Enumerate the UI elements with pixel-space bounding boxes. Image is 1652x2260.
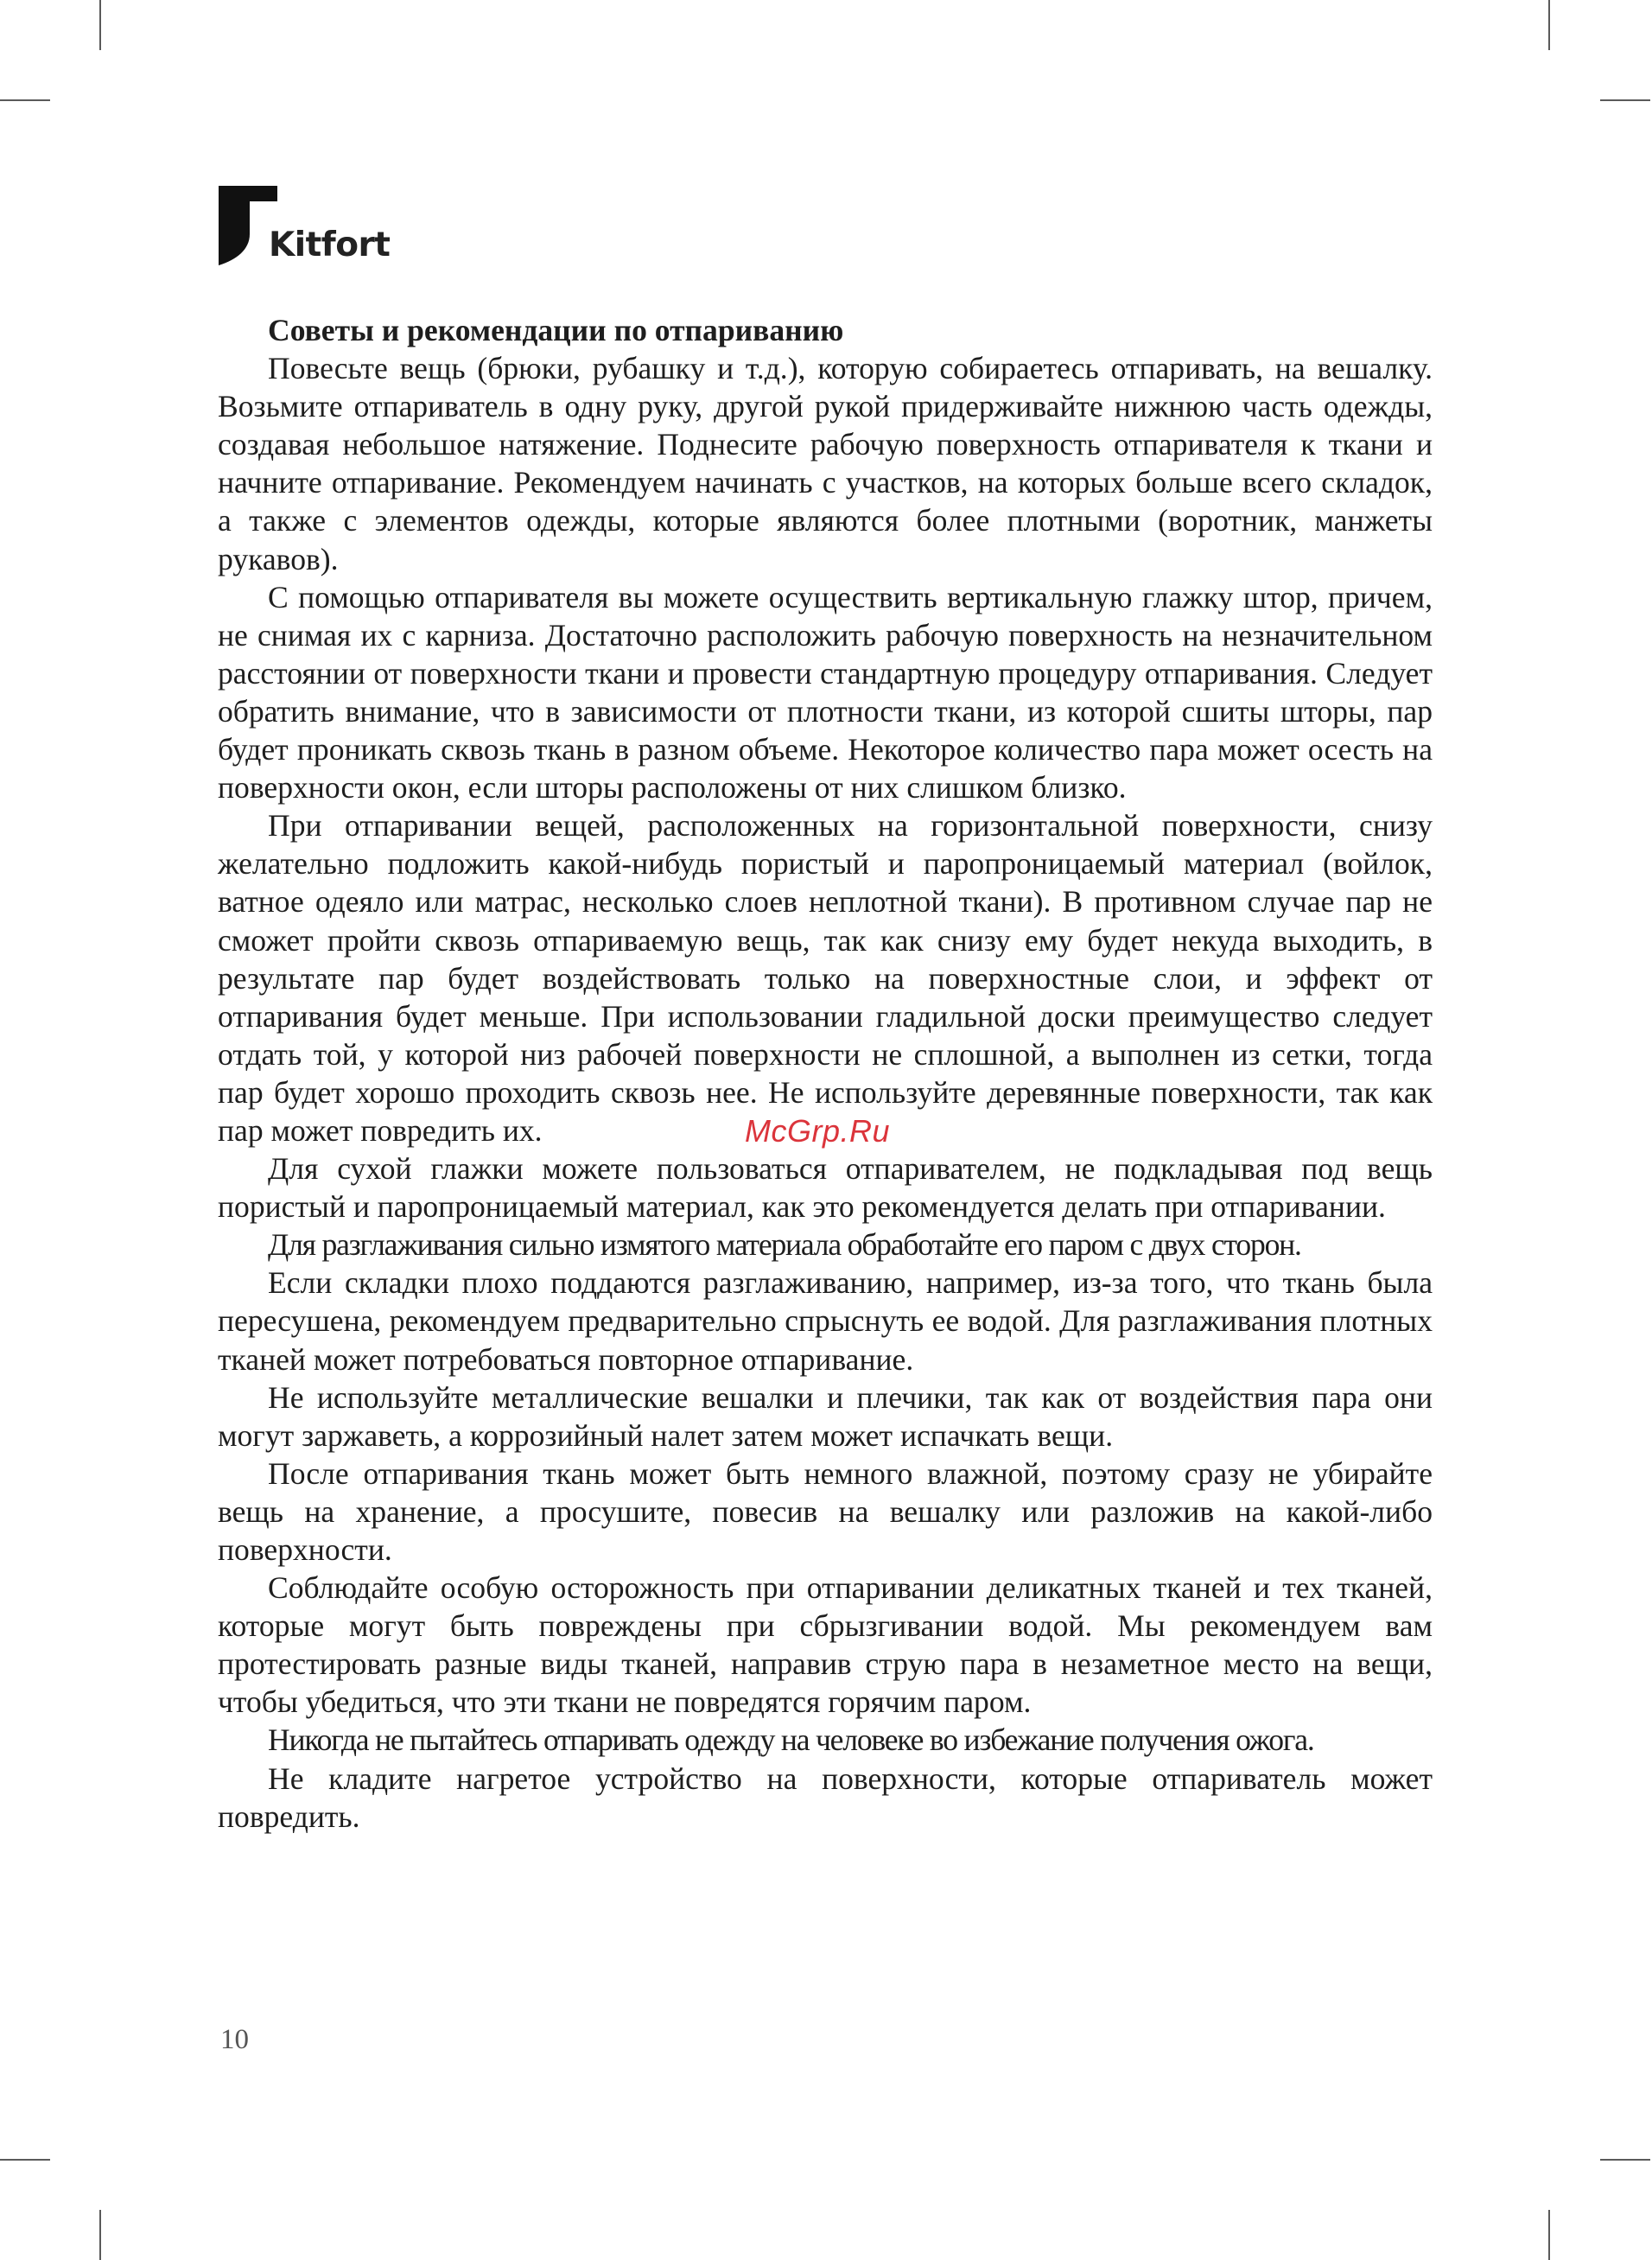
paragraph: С помощью отпаривателя вы можете осуществить вертикальную глажку штор, причем, не снимая их с карниза. Достаточно расположить рабочую поверхность на незначительном расстоянии от поверхности ткани и провести стандартную процедуру отпаривания. Следует обратить внимание, что в зависимости от плотности ткани, из которой сшиты шторы, пар будет проникать сквозь ткань в разном объеме. Некоторое количество пара может осесть на поверхности окон, если шторы расположены от них слишком близко.	[218, 579, 1433, 805]
paragraph: Повесьте вещь (брюки, рубашку и т.д.), которую собираетесь отпаривать, на вешалку. Возьмите отпариватель в одну руку, другой рукой придерживайте нижнюю часть одежды, создавая небольшое натяжение. Поднесите рабочую поверхность отпаривателя к ткани и начните отпаривание. Рекомендуем начинать с участков, на которых больше всего складок, а также с элементов одежды, которые являются более плотными (воротник, манжеты рукавов).	[218, 351, 1433, 576]
paragraph: Для сухой глажки можете пользоваться отпаривателем, не подкладывая под вещь пористый и паропроницаемый материал, как это рекомендуется делать при отпаривании.	[218, 1151, 1433, 1225]
brand-logo	[219, 186, 417, 272]
paragraph: Соблюдайте особую осторожность при отпаривании деликатных тканей и тех тканей, которые могут быть повреждены при сбрызгивании водой. Мы рекомендуем вам протестировать разные виды тканей, направив струю пара в незаметное место на вещи, чтобы убедиться, что эти ткани не повредятся горячим паром.	[218, 1570, 1433, 1720]
crop-mark-top-right-vertical	[1548, 0, 1550, 50]
paragraph: После отпаривания ткань может быть немного влажной, поэтому сразу не убирайте вещь на хранение, а просушите, повесив на вешалку или разложив на какой-либо поверхности.	[218, 1455, 1433, 1567]
paragraph: Для разглаживания сильно измятого материала обработайте его паром с двух сторон.	[268, 1227, 1301, 1263]
document-body	[218, 311, 1433, 1836]
crop-mark-bottom-left-vertical	[99, 2210, 101, 2260]
paragraph: Никогда не пытайтесь отпаривать одежду на человеке во избежание получения ожога.	[268, 1722, 1314, 1758]
section-heading: Советы и рекомендации по отпариванию	[268, 313, 844, 347]
page-number: 10	[220, 2024, 249, 2055]
crop-mark-top-left-horizontal	[0, 99, 50, 101]
watermark: McGrp.Ru	[745, 1113, 891, 1149]
paragraph: Если складки плохо поддаются разглаживанию, например, из-за того, что ткань была пересушена, рекомендуем предварительно спрыснуть ее водой. Для разглаживания плотных тканей может потребоваться повторное отпаривание.	[218, 1265, 1433, 1377]
crop-mark-bottom-left-horizontal	[0, 2159, 50, 2161]
brand-name: Kitfort	[269, 226, 391, 264]
crop-mark-bottom-right-horizontal	[1600, 2159, 1650, 2161]
paragraph: Не используйте металлические вешалки и плечики, так как от воздействия пара они могут заржаветь, а коррозийный налет затем может испачкать вещи.	[218, 1379, 1433, 1453]
crop-mark-bottom-right-vertical	[1548, 2210, 1550, 2260]
crop-mark-top-right-horizontal	[1600, 99, 1650, 101]
paragraph: Не кладите нагретое устройство на поверхности, которые отпариватель может повредить.	[218, 1760, 1433, 1834]
paragraph: При отпаривании вещей, расположенных на горизонтальной поверхности, снизу желательно подложить какой-нибудь пористый и паропроницаемый материал (войлок, ватное одеяло или матрас, несколько слоев неплотной ткани). В противном случае пар не сможет пройти сквозь отпариваемую вещь, так как снизу ему будет некуда выходить, в результате пар будет воздействовать только на поверхностные слои, и эффект от отпаривания будет меньше. При использовании гладильной доски преимущество следует отдать той, у которой низ рабочей поверхности не сплошной, а выполнен из сетки, тогда пар будет хорошо проходить сквозь нее. Не используйте деревянные поверхности, так как пар может повредить их.	[218, 808, 1433, 1148]
crop-mark-top-left-vertical	[99, 0, 101, 50]
